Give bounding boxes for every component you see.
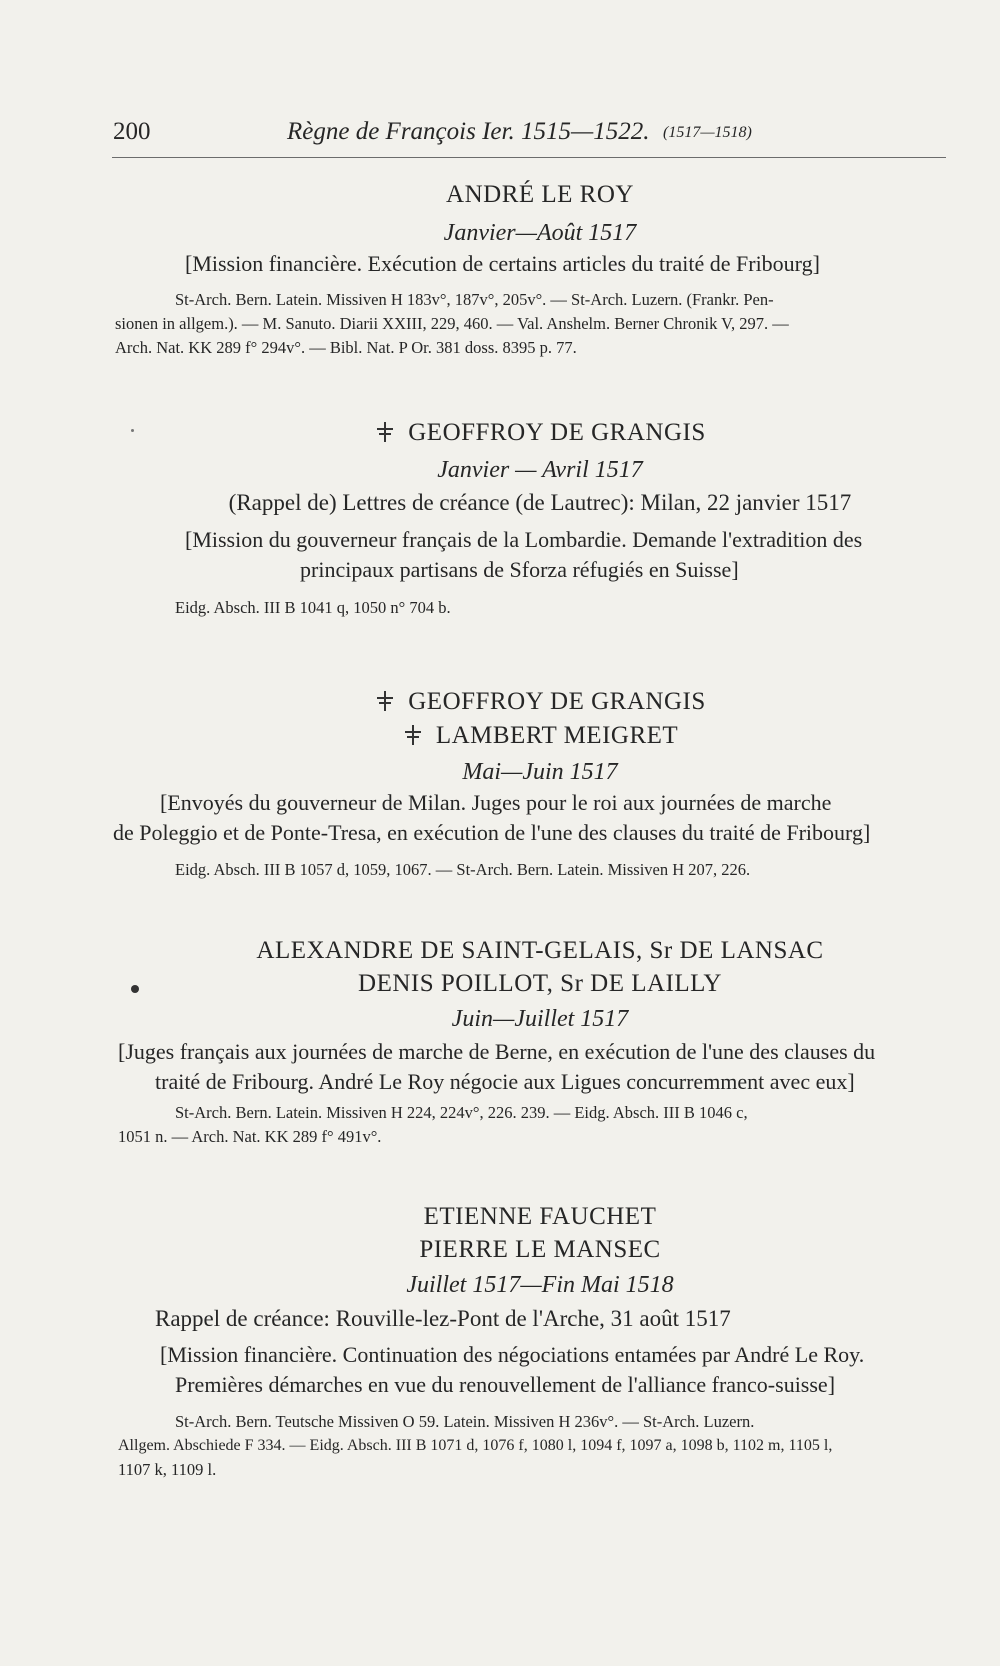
entry-4-summary-1: [Juges français aux journées de marche de Berne, en exécution de l'une des clauses du [118,1039,876,1064]
entry-4-name-2: DENIS POILLOT, Sr DE LAILLY [358,970,722,997]
entry-3-summary-1: [Envoyés du gouverneur de Milan. Juges pour le roi aux journées de marche [160,790,832,815]
entry-4-source-1: St-Arch. Bern. Latein. Missiven H 224, 224v°, 226. 239. — Eidg. Absch. III B 1046 c, [175,1103,748,1122]
entry-3-name-2: LAMBERT MEIGRET [435,722,679,749]
entry-3-source-1: Eidg. Absch. III B 1057 d, 1059, 1067. — St-Arch. Bern. Latein. Missiven H 207, 226. [175,860,751,879]
entry-5-source-3: 1107 k, 1109 l. [118,1460,217,1479]
page-number: 200 [113,118,151,145]
cross-icon [374,421,396,443]
entry-3-heading-1 [100,688,980,716]
entry-5-credence: Rappel de créance: Rouville-lez-Pont de l'Arche, 31 août 1517 [155,1306,731,1331]
entry-1-source-1: St-Arch. Bern. Latein. Missiven H 183v°, 187v°, 205v°. — St-Arch. Luzern. (Frankr. Pen- [175,290,774,309]
entry-2-date: Janvier — Avril 1517 [437,457,643,483]
entry-1-source-2: sionen in allgem.). — M. Sanuto. Diarii XXIII, 229, 460. — Val. Anshelm. Berner Chronik V, 297. — [115,314,789,333]
entry-5-source-1: St-Arch. Bern. Teutsche Missiven O 59. Latein. Missiven H 236v°. — St-Arch. Luzern. [175,1412,755,1431]
running-years: (1517—1518) [663,124,752,141]
entry-4-name-1: ALEXANDRE DE SAINT-GELAIS, Sr DE LANSAC [256,937,824,964]
entry-5-summary-2: Premières démarches en vue du renouvellement de l'alliance franco-suisse] [175,1372,836,1397]
entry-5-summary-1: [Mission financière. Continuation des négociations entamées par André Le Roy. [160,1342,865,1367]
header-rule [112,157,946,158]
entry-4-date: Juin—Juillet 1517 [451,1006,629,1032]
entry-2-heading [100,419,980,447]
entry-2-summary-1: [Mission du gouverneur français de la Lombardie. Demande l'extradition des [185,527,863,552]
entry-1-source-3: Arch. Nat. KK 289 f° 294v°. — Bibl. Nat. P Or. 381 doss. 8395 p. 77. [115,338,577,357]
entry-5-source-2: Allgem. Abschiede F 334. — Eidg. Absch. III B 1071 d, 1076 f, 1080 l, 1094 f, 1097 a, 1098 b, 1102 m, 1105 l, [118,1437,833,1454]
entry-5-name-1: ETIENNE FAUCHET [423,1203,657,1230]
entry-2-source-1: Eidg. Absch. III B 1041 q, 1050 n° 704 b. [175,598,451,617]
entry-1-summary: [Mission financière. Exécution de certains articles du traité de Fribourg] [185,251,820,276]
entry-2-credence: (Rappel de) Lettres de créance (de Lautrec): Milan, 22 janvier 1517 [228,490,852,515]
cross-icon [374,690,396,712]
entry-2-name: GEOFFROY DE GRANGIS [408,419,706,446]
entry-3-heading-2 [100,722,980,750]
running-title: Règne de François Ier. 1515—1522. [287,118,650,145]
entry-1-name: ANDRÉ LE ROY [446,181,634,208]
entry-4-source-2: 1051 n. — Arch. Nat. KK 289 f° 491v°. [118,1127,382,1146]
entry-2-summary-2: principaux partisans de Sforza réfugiés en Suisse] [300,557,739,582]
entry-3-name-1: GEOFFROY DE GRANGIS [408,688,706,715]
entry-4-summary-2: traité de Fribourg. André Le Roy négocie aux Ligues concurremment avec eux] [155,1069,855,1094]
entry-5-name-2: PIERRE LE MANSEC [419,1236,661,1263]
cross-icon [402,724,424,746]
entry-5-date: Juillet 1517—Fin Mai 1518 [406,1272,674,1298]
entry-3-date: Mai—Juin 1517 [462,759,618,785]
entry-3-summary-2: de Poleggio et de Ponte-Tresa, en exécution de l'une des clauses du traité de Fribourg] [113,820,871,845]
entry-1-date: Janvier—Août 1517 [443,220,637,246]
